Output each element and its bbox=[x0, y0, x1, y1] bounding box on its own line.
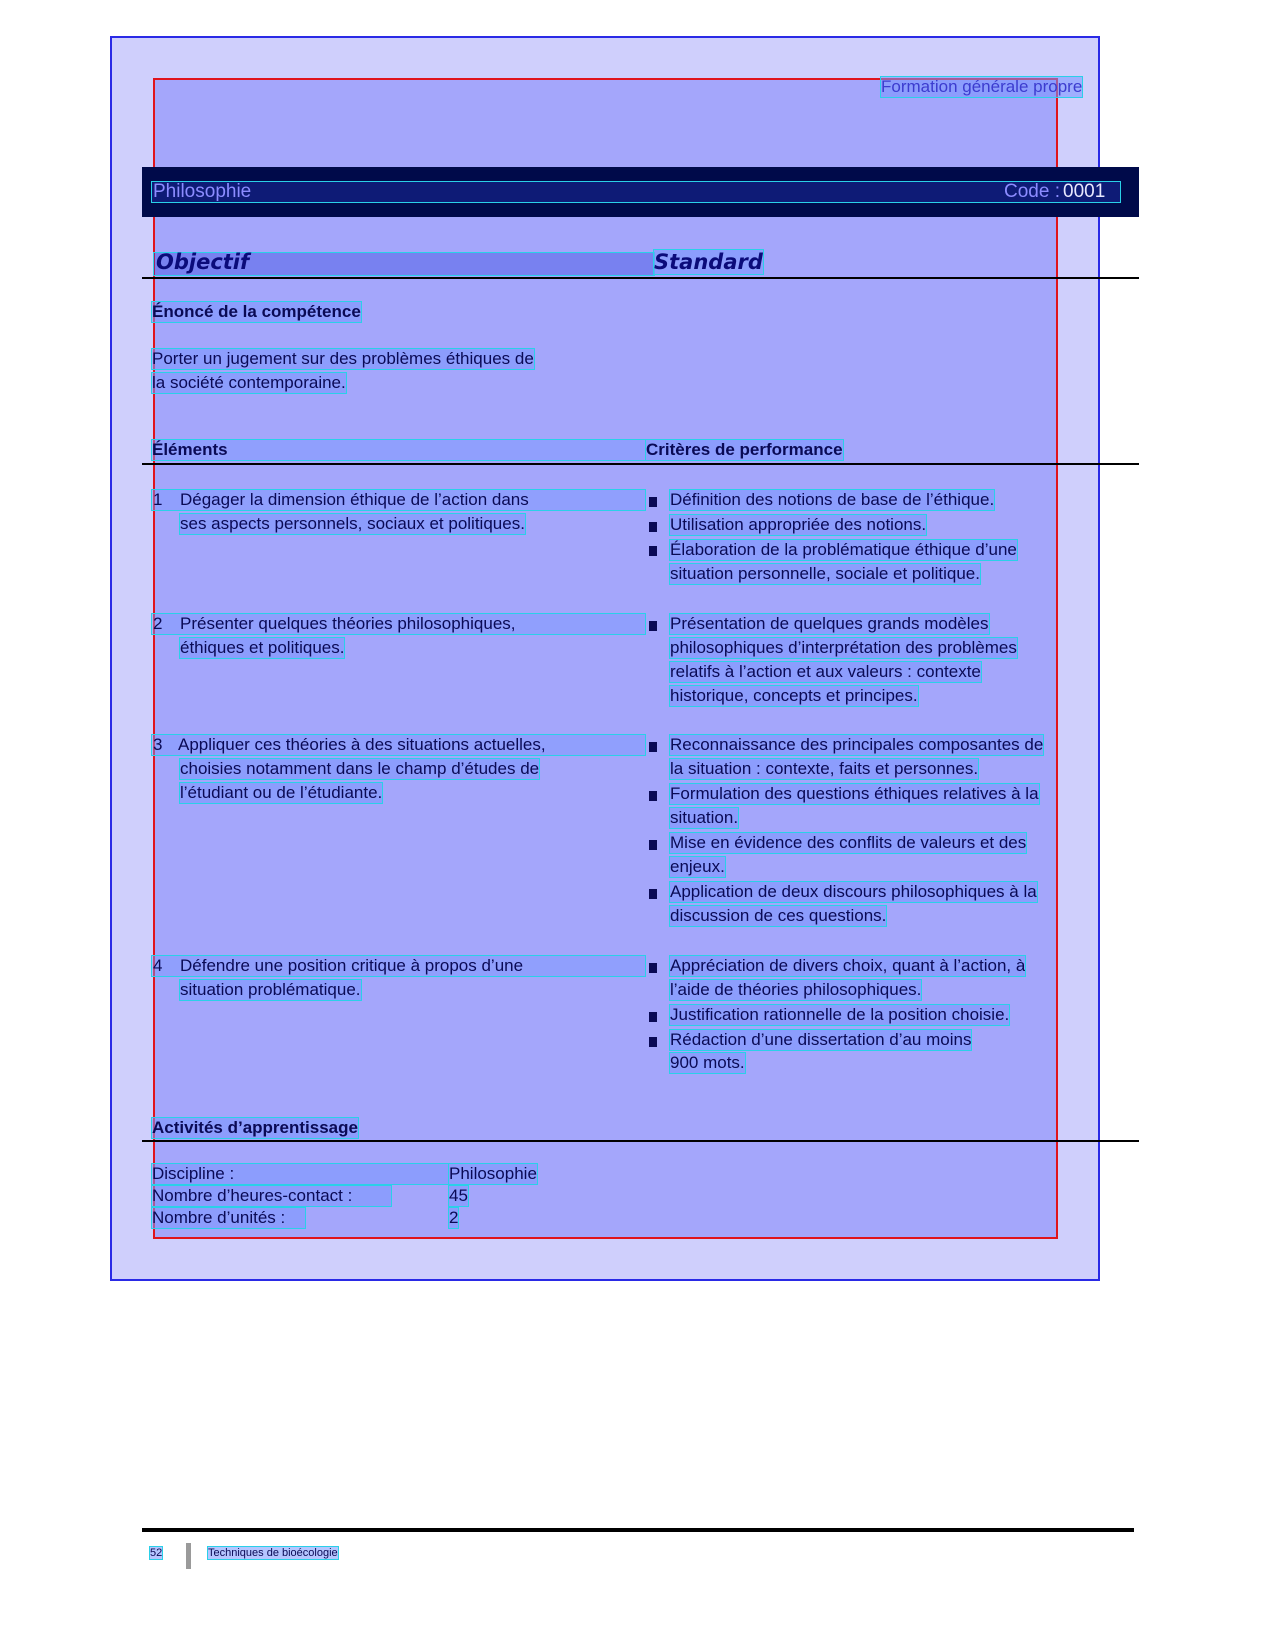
activites-heading: Activités d’apprentissage bbox=[152, 1118, 358, 1137]
footer-title: Techniques de bioécologie bbox=[208, 1547, 338, 1559]
critere-text-line: Application de deux discours philosophiques à la bbox=[670, 882, 1037, 901]
bullet-icon bbox=[649, 497, 657, 507]
critere-text-line: Mise en évidence des conflits de valeurs et des bbox=[670, 833, 1027, 852]
critere-text-line: historique, concepts et principes. bbox=[670, 686, 918, 705]
element-text-line: Défendre une position critique à propos d’une bbox=[180, 956, 524, 975]
code-value: 0001 bbox=[1063, 181, 1106, 202]
criteres-heading: Critères de performance bbox=[646, 440, 843, 459]
critere-text-line: relatifs à l’action et aux valeurs : contexte bbox=[670, 662, 981, 681]
discipline-title: Philosophie bbox=[153, 181, 252, 202]
formation-label: Formation générale propre bbox=[881, 77, 1083, 96]
element-number: 1 bbox=[153, 490, 163, 509]
footer-separator bbox=[186, 1543, 191, 1569]
critere-text-line: Justification rationnelle de la position choisie. bbox=[670, 1005, 1010, 1024]
competence-label: Énoncé de la compétence bbox=[152, 302, 361, 321]
element-number: 2 bbox=[153, 614, 163, 633]
section-rule bbox=[142, 277, 1139, 279]
critere-text-line: enjeux. bbox=[670, 857, 725, 876]
bullet-icon bbox=[649, 742, 657, 752]
activity-label: Nombre d’heures-contact : bbox=[152, 1186, 391, 1206]
bullet-icon bbox=[649, 963, 657, 973]
critere-text-line: Définition des notions de base de l’éthique. bbox=[670, 490, 995, 509]
standard-heading: Standard bbox=[654, 250, 763, 274]
critere-text-line: 900 mots. bbox=[670, 1053, 745, 1072]
critere-text-line: Rédaction d’une dissertation d’au moins bbox=[670, 1030, 972, 1049]
activity-value: 45 bbox=[449, 1186, 468, 1205]
element-text-line: Appliquer ces théories à des situations actuelles, bbox=[178, 735, 546, 754]
critere-text-line: Utilisation appropriée des notions. bbox=[670, 515, 927, 534]
header-banner-row bbox=[152, 182, 1120, 202]
bullet-icon bbox=[649, 621, 657, 631]
element-number: 4 bbox=[153, 956, 163, 975]
bullet-icon bbox=[649, 889, 657, 899]
section-rule bbox=[142, 1140, 1139, 1142]
bullet-icon bbox=[649, 840, 657, 850]
element-text-line: Présenter quelques théories philosophiques, bbox=[180, 614, 516, 633]
critere-text-line: Présentation de quelques grands modèles bbox=[670, 614, 989, 633]
element-text-line: éthiques et politiques. bbox=[180, 638, 345, 657]
critere-text-line: Appréciation de divers choix, quant à l’action, à bbox=[670, 956, 1026, 975]
element-text-line: Dégager la dimension éthique de l’action dans bbox=[180, 490, 529, 509]
section-rule bbox=[142, 463, 1139, 465]
activity-value: 2 bbox=[449, 1208, 459, 1227]
critere-text-line: la situation : contexte, faits et personnes. bbox=[670, 759, 979, 778]
bullet-icon bbox=[649, 1037, 657, 1047]
element-text-line: choisies notamment dans le champ d’études de bbox=[180, 759, 540, 778]
element-text-line: l’étudiant ou de l’étudiante. bbox=[180, 783, 383, 802]
critere-text-line: Élaboration de la problématique éthique d’une bbox=[670, 540, 1017, 559]
footer-rule bbox=[142, 1528, 1134, 1532]
objectif-heading: Objectif bbox=[156, 250, 250, 274]
element-text-line: ses aspects personnels, sociaux et politiques. bbox=[180, 514, 525, 533]
activity-value: Philosophie bbox=[449, 1164, 537, 1183]
page-number: 52 bbox=[150, 1547, 163, 1559]
activity-label: Nombre d’unités : bbox=[152, 1208, 305, 1228]
bullet-icon bbox=[649, 522, 657, 532]
activity-label: Discipline : bbox=[152, 1164, 448, 1184]
critere-text-line: situation. bbox=[670, 808, 739, 827]
bullet-icon bbox=[649, 791, 657, 801]
bullet-icon bbox=[649, 546, 657, 556]
critere-text-line: Formulation des questions éthiques relatives à la bbox=[670, 784, 1039, 803]
competence-text-line: Porter un jugement sur des problèmes éthiques de bbox=[152, 349, 534, 368]
element-number: 3 bbox=[153, 735, 163, 754]
critere-text-line: l’aide de théories philosophiques. bbox=[670, 980, 922, 999]
elements-heading: Éléments bbox=[152, 440, 228, 459]
bullet-icon bbox=[649, 1012, 657, 1022]
critere-text-line: Reconnaissance des principales composantes de bbox=[670, 735, 1044, 754]
critere-text-line: discussion de ces questions. bbox=[670, 906, 887, 925]
critere-text-line: philosophiques d’interprétation des problèmes bbox=[670, 638, 1017, 657]
critere-text-line: situation personnelle, sociale et politique. bbox=[670, 564, 980, 583]
competence-text-line: la société contemporaine. bbox=[152, 373, 346, 392]
element-text-line: situation problématique. bbox=[180, 980, 361, 999]
code-label: Code : bbox=[1004, 181, 1060, 202]
